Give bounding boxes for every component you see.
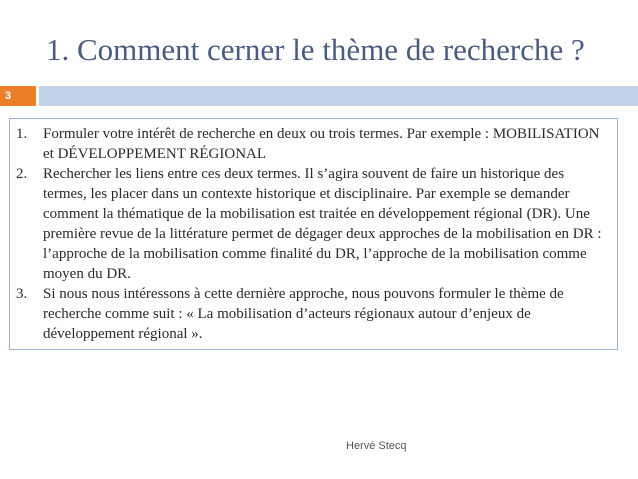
list-item-text: Formuler votre intérêt de recherche en deux ou trois termes. Par exemple : MOBILISATION et DÉVELOPPEMENT RÉGIONAL [43, 126, 600, 162]
content-list [16, 124, 611, 344]
page-number-badge: 3 [0, 86, 36, 106]
list-item-number: 2. [16, 166, 28, 182]
list-item-number: 1. [16, 126, 28, 142]
list-item-text: Rechercher les liens entre ces deux termes. Il s’agira souvent de faire un historique des termes, les placer dans un contexte historique et disciplinaire. Par exemple se demander comment la thématique de la mobilisation est traitée en développement régional (DR). Une première revue de la littérature permet de dégager deux approches de la mobilisation en DR : l’approche de la mobilisation comme finalité du DR, l’approche de la mobilisation comme moyen du DR. [43, 166, 602, 282]
list-item-text: Si nous nous intéressons à cette dernière approche, nous pouvons formuler le thème de recherche comme suit : « La mobilisation d’acteurs régionaux autour d’enjeux de développement régional ». [43, 286, 564, 342]
header-bar [39, 86, 638, 106]
content-box [9, 118, 618, 350]
footer-author: Hervé Stecq [346, 440, 407, 452]
list-item [16, 124, 611, 164]
list-item [16, 284, 611, 344]
slide-title: 1. Comment cerner le thème de recherche ? [46, 32, 585, 67]
list-item [16, 164, 611, 284]
list-item-number: 3. [16, 286, 28, 302]
